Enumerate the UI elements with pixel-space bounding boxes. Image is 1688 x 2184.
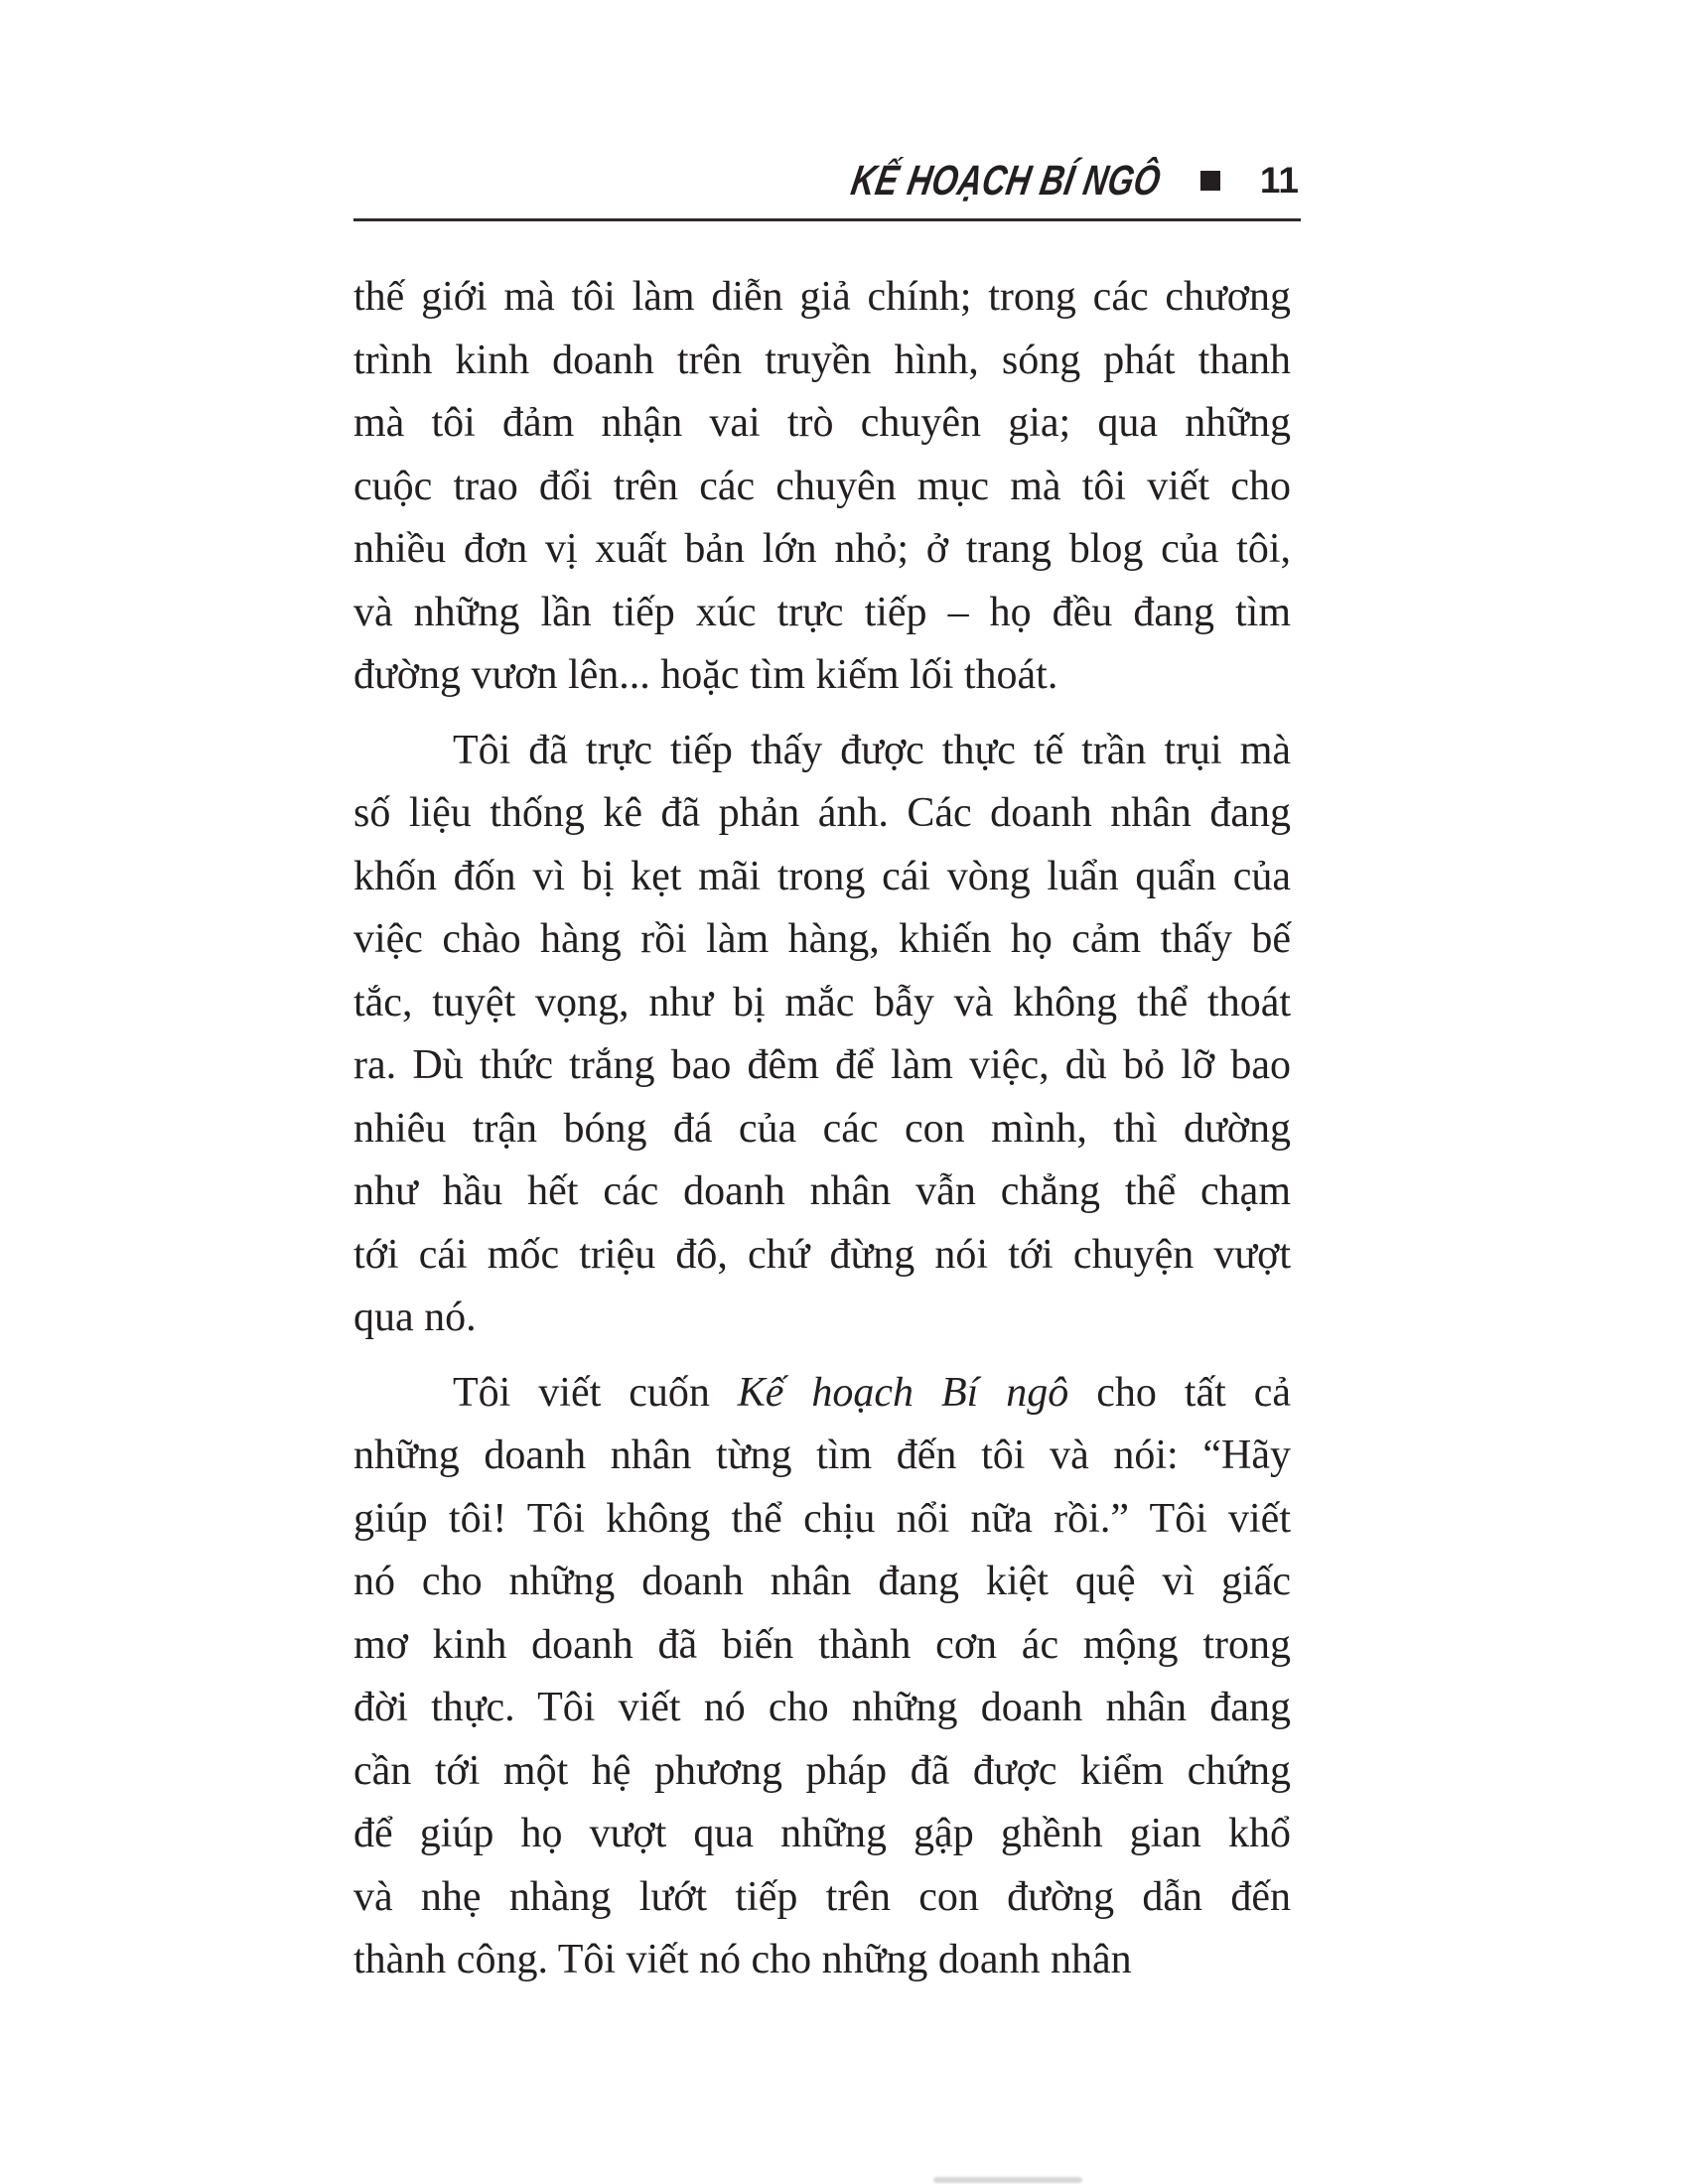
- body-text-line: mơ kinh doanh đã biến thành cơn ác mộng trong: [353, 1621, 1291, 1668]
- body-text-line: tới cái mốc triệu đô, chứ đừng nói tới chuyện vượt: [353, 1231, 1291, 1278]
- body-text-line: để giúp họ vượt qua những gập ghềnh gian khổ: [353, 1811, 1291, 1856]
- body-text-line: khốn đốn vì bị kẹt mãi trong cái vòng luẩn quẩn của: [353, 853, 1291, 899]
- body-text-line: qua nó.: [353, 1295, 477, 1340]
- running-header: [353, 155, 1299, 206]
- text-segment: Tôi viết cuốn: [453, 1369, 738, 1416]
- book-title: KẾ HOẠCH BÍ NGÔ: [848, 156, 1166, 205]
- body-text-line: và những lần tiếp xúc trực tiếp – họ đều đang tìm: [353, 589, 1291, 635]
- paragraph: [353, 720, 1291, 1350]
- body-text-line: tắc, tuyệt vọng, như bị mắc bẫy và không thể thoát: [353, 979, 1291, 1025]
- body-text-line: số liệu thống kê đã phản ánh. Các doanh nhân đang: [353, 790, 1291, 836]
- text-segment: cho tất cả: [1068, 1369, 1292, 1416]
- body-text-line: việc chào hàng rồi làm hàng, khiến họ cảm thấy bế: [353, 916, 1291, 962]
- paragraph: [353, 1362, 1291, 1992]
- body-text-line: [353, 1362, 1291, 1426]
- body-text-line: Tôi đã trực tiếp thấy được thực tế trần trụi mà: [453, 727, 1291, 773]
- body-text-line: và nhẹ nhàng lướt tiếp trên con đường dẫn đến: [353, 1873, 1291, 1920]
- body-text-line: như hầu hết các doanh nhân vẫn chẳng thể chạm: [353, 1168, 1291, 1214]
- body-text-line: cần tới một hệ phương pháp đã được kiểm chứng: [353, 1747, 1291, 1794]
- body-text-line: cuộc trao đổi trên các chuyên mục mà tôi viết cho: [353, 463, 1291, 509]
- body-text-line: thế giới mà tôi làm diễn giả chính; trong các chương: [353, 274, 1291, 320]
- body-text-line: nó cho những doanh nhân đang kiệt quệ vì giấc: [353, 1559, 1291, 1604]
- body-text-line: nhiêu trận bóng đá của các con mình, thì dường: [353, 1105, 1291, 1152]
- body-text-line: giúp tôi! Tôi không thể chịu nổi nữa rồi.” Tôi viết: [353, 1495, 1291, 1542]
- body-text-line: trình kinh doanh trên truyền hình, sóng phát thanh: [353, 337, 1291, 383]
- page-number: 11: [1259, 160, 1299, 201]
- body-text-line: thành công. Tôi viết nó cho những doanh nhân: [353, 1937, 1132, 1982]
- scan-artifact: [933, 2177, 1082, 2183]
- body-text-line: đường vươn lên... hoặc tìm kiếm lối thoát.: [353, 652, 1058, 698]
- square-bullet-icon: [1200, 171, 1220, 191]
- body-text-line: nhiều đơn vị xuất bản lớn nhỏ; ở trang blog của tôi,: [353, 526, 1291, 572]
- paragraph: [353, 266, 1291, 708]
- inline-book-title: Kế hoạch Bí ngô: [737, 1369, 1069, 1416]
- body-text-line: ra. Dù thức trắng bao đêm để làm việc, dù bỏ lỡ bao: [353, 1042, 1291, 1088]
- body-text-line: những doanh nhân từng tìm đến tôi và nói: “Hãy: [353, 1433, 1291, 1478]
- body-text-line: mà tôi đảm nhận vai trò chuyên gia; qua những: [353, 400, 1291, 446]
- body-text-line: đời thực. Tôi viết nó cho những doanh nhân đang: [353, 1685, 1291, 1730]
- body-text: [353, 266, 1291, 1992]
- header-divider: [353, 218, 1301, 221]
